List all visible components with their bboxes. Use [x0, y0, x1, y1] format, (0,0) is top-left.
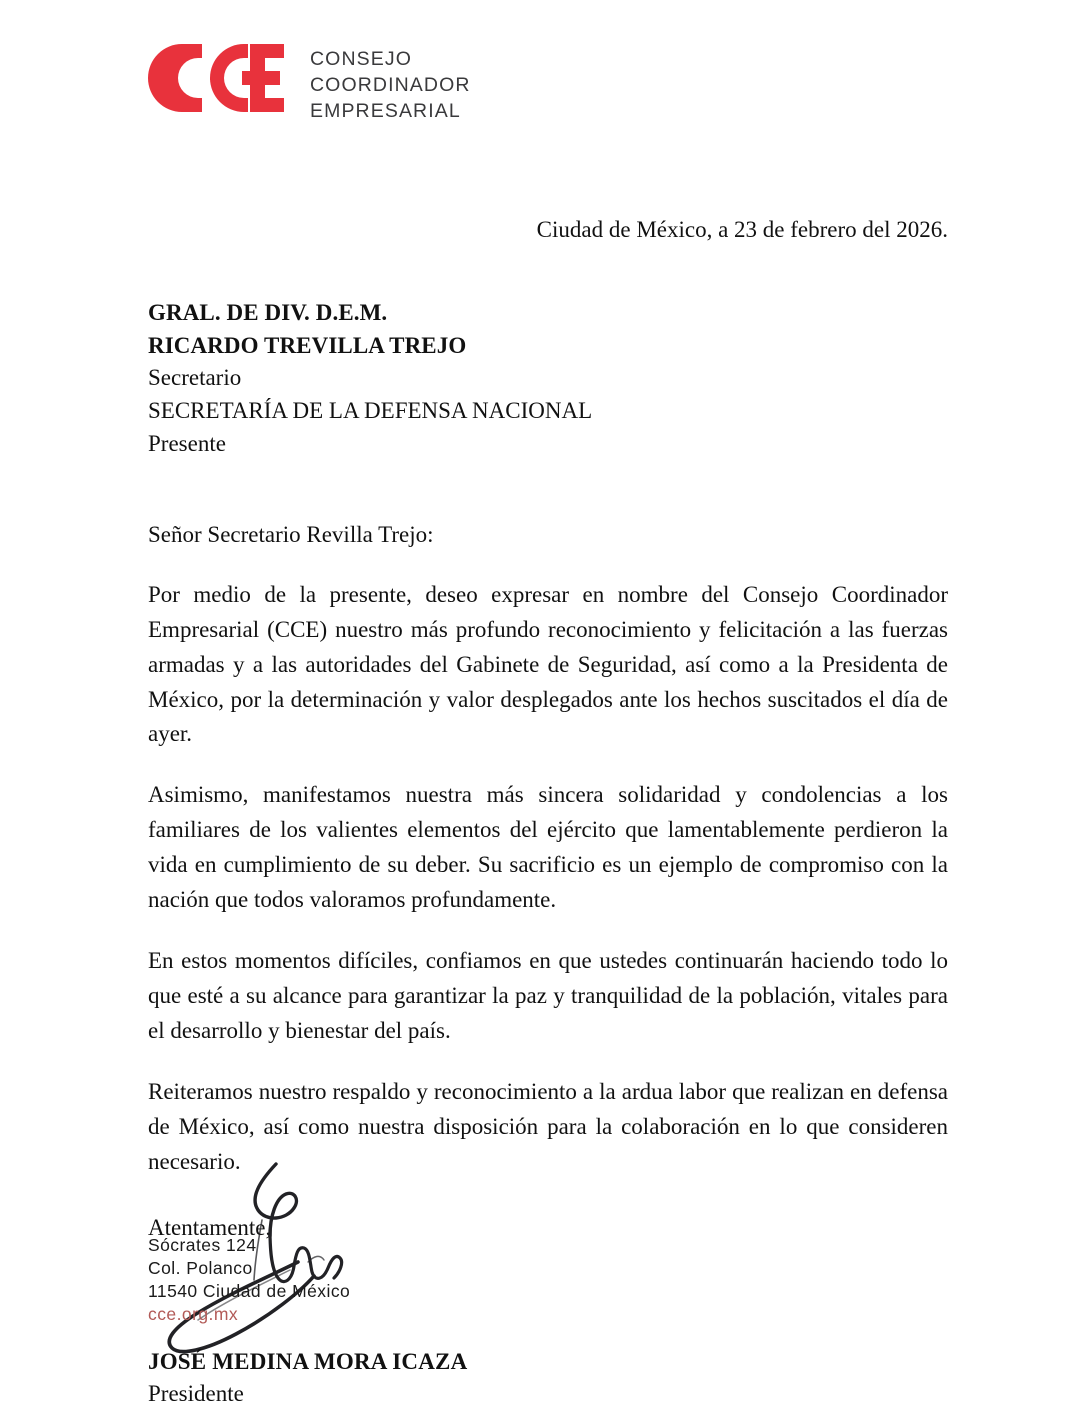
wordmark-line-empresarial: EMPRESARIAL	[310, 99, 461, 122]
footer-city: 11540 Ciudad de México	[148, 1281, 351, 1302]
footer-street: Sócrates 124	[148, 1235, 257, 1255]
body-paragraph-3: En estos momentos difíciles, confiamos en que ustedes continuarán haciendo todo lo que esté a su alcance para garantizar la paz y tranquilidad de la población, vitales para el desarrollo y bienestar del país.	[148, 948, 948, 1044]
addressee-block	[148, 297, 948, 460]
letter-body	[148, 0, 948, 1406]
footer-address	[148, 1234, 350, 1326]
body-paragraph-2: Asimismo, manifestamos nuestra más sincera solidaridad y condolencias a los familiares de los valientes elementos del ejército que lamentablemente perdieron la vida en cumplimiento de su deber. Su sacrificio es un ejemplo de compromiso con la nación que todos valoramos profundamente.	[148, 782, 948, 913]
signer-name: JOSÉ MEDINA MORA ICAZA	[148, 1348, 468, 1374]
footer-website-link[interactable]: cce.org.mx	[148, 1304, 239, 1325]
closing-line: Atentamente,	[148, 1214, 272, 1240]
wordmark-line-consejo: CONSEJO	[310, 48, 412, 70]
body-paragraph-1: Por medio de la presente, deseo expresar en nombre del Consejo Coordinador Empresarial (CCE) nuestro más profundo reconocimiento y felicitación a las fuerzas armadas y a las autoridades del Gabinete de Seguridad, así como a la Presidenta de México, por la determinación y valor desplegados ante los hechos suscitados el día de ayer.	[148, 581, 948, 747]
wordmark-line-coordinador: COORDINADOR	[310, 73, 471, 96]
addressee-institution: SECRETARÍA DE LA DEFENSA NACIONAL	[148, 398, 593, 424]
addressee-delivery: Presente	[148, 430, 226, 456]
body-paragraph-4: Reiteramos nuestro respaldo y reconocimiento a la ardua labor que realizan en defensa de México, así como nuestra disposición para la colaboración en lo que consideren necesario.	[148, 1079, 948, 1175]
addressee-title: Secretario	[148, 365, 242, 391]
signer-role: Presidente	[148, 1380, 244, 1406]
date-line: Ciudad de México, a 23 de febrero del 2026.	[536, 217, 948, 242]
addressee-name: RICARDO TREVILLA TREJO	[148, 332, 467, 358]
footer-neighborhood: Col. Polanco	[148, 1258, 253, 1279]
salutation: Señor Secretario Revilla Trejo:	[148, 522, 434, 548]
addressee-rank: GRAL. DE DIV. D.E.M.	[148, 300, 388, 326]
